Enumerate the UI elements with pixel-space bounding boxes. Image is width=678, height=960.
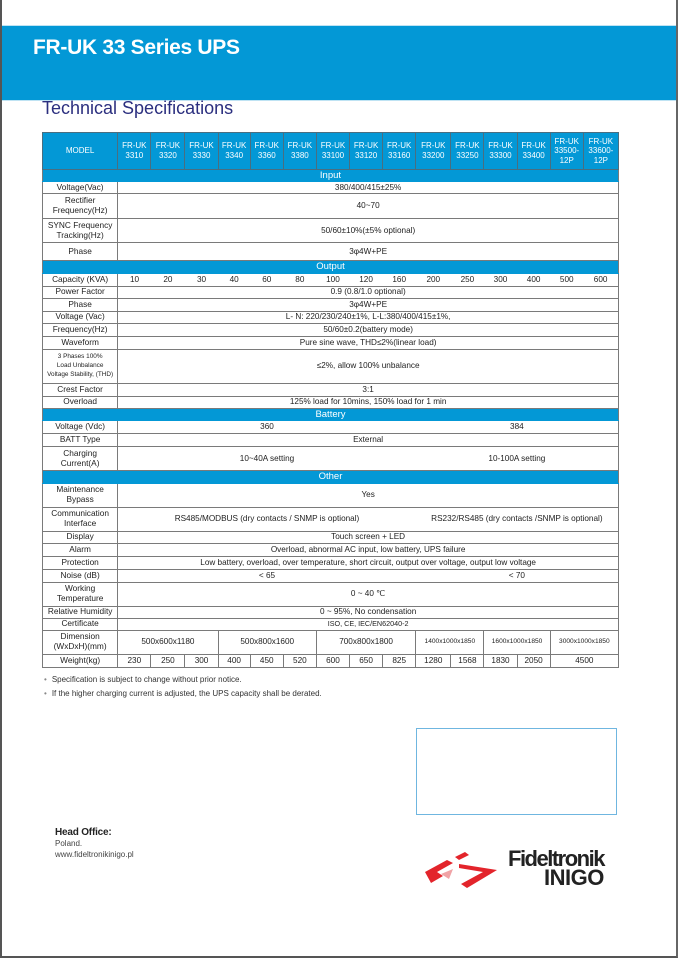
spec-row — [43, 323, 619, 336]
row-label: Noise (dB) — [43, 569, 118, 582]
weight-value: 520 — [283, 654, 316, 667]
row-value: 360 — [118, 421, 416, 434]
row-label: SYNC Frequency Tracking(Hz) — [43, 219, 118, 243]
capacity-value: 20 — [151, 273, 185, 286]
row-label: Display — [43, 531, 118, 543]
office-website[interactable]: www.fideltronikinigo.pl — [55, 850, 134, 859]
section-output: Output — [43, 261, 619, 273]
weight-value: 250 — [151, 654, 185, 667]
weight-value: 825 — [383, 654, 416, 667]
model-col: FR-UK 33160 — [383, 133, 416, 170]
row-label: Waveform — [43, 336, 118, 349]
model-col: FR-UK 33500- 12P — [550, 133, 583, 170]
dimension-value: 700x800x1800 — [316, 630, 415, 654]
capacity-value: 80 — [283, 273, 316, 286]
model-col: FR-UK 3340 — [218, 133, 250, 170]
row-label: Phase — [43, 243, 118, 261]
capacity-value: 250 — [451, 273, 484, 286]
model-col: FR-UK 3320 — [151, 133, 185, 170]
row-label: Working Temperature — [43, 582, 118, 606]
model-col: FR-UK 33300 — [484, 133, 517, 170]
row-label: Certificate — [43, 618, 118, 630]
dimension-value: 500x600x1180 — [118, 630, 218, 654]
dimension-value: 500x800x1600 — [218, 630, 316, 654]
office-heading: Head Office: — [55, 827, 112, 838]
row-value: 3:1 — [118, 383, 619, 396]
model-col: FR-UK 33120 — [350, 133, 383, 170]
logo-text-fideltronik: Fideltronik — [508, 846, 604, 871]
spec-row — [43, 582, 619, 606]
spec-row — [43, 194, 619, 219]
spec-row — [43, 531, 619, 543]
model-col: FR-UK 3330 — [185, 133, 218, 170]
spec-row — [43, 182, 619, 194]
spec-row — [43, 618, 619, 630]
model-col: FR-UK 33250 — [451, 133, 484, 170]
row-value: External — [118, 434, 619, 447]
capacity-value: 500 — [550, 273, 583, 286]
logo-text-inigo: INIGO — [544, 865, 604, 890]
row-label: Power Factor — [43, 286, 118, 298]
spec-row-weight — [43, 654, 619, 667]
capacity-value: 100 — [316, 273, 349, 286]
stamp-box — [416, 728, 617, 815]
row-label: Voltage (Vdc) — [43, 421, 118, 434]
office-country: Poland. — [55, 839, 83, 848]
weight-value: 4500 — [550, 654, 618, 667]
row-label: Voltage(Vac) — [43, 182, 118, 194]
capacity-value: 10 — [118, 273, 151, 286]
section-other: Other — [43, 471, 619, 483]
row-label: Alarm — [43, 543, 118, 556]
row-label: BATT Type — [43, 434, 118, 447]
capacity-value: 400 — [517, 273, 550, 286]
spec-row-capacity — [43, 273, 619, 286]
weight-value: 230 — [118, 654, 151, 667]
page-title: FR-UK 33 Series UPS — [33, 36, 240, 59]
row-value: L- N: 220/230/240±1%, L-L:380/400/415±1%, — [118, 311, 619, 323]
spec-row — [43, 569, 619, 582]
row-value: Low battery, overload, over temperature, short circuit, output over voltage, output low voltage — [118, 556, 619, 569]
row-value: 3φ4W+PE — [118, 243, 619, 261]
spec-table — [42, 132, 619, 668]
weight-value: 300 — [185, 654, 218, 667]
spec-row — [43, 298, 619, 311]
row-label: Maintenance Bypass — [43, 483, 118, 507]
model-col: FR-UK 3380 — [283, 133, 316, 170]
weight-value: 400 — [218, 654, 250, 667]
spec-row-dimension — [43, 630, 619, 654]
row-label: Voltage (Vac) — [43, 311, 118, 323]
weight-value: 1830 — [484, 654, 517, 667]
spec-row — [43, 507, 619, 531]
model-col: FR-UK 33200 — [416, 133, 451, 170]
row-label: Crest Factor — [43, 383, 118, 396]
spec-row — [43, 336, 619, 349]
row-value: 10-100A setting — [416, 447, 619, 471]
dimension-value: 1400x1000x1850 — [416, 630, 484, 654]
row-label: Relative Humidity — [43, 606, 118, 618]
capacity-value: 600 — [583, 273, 618, 286]
row-label: 3 Phases 100% Load Unbalance Voltage Stability, (THD) — [43, 349, 118, 383]
capacity-value: 200 — [416, 273, 451, 286]
row-value: < 70 — [416, 569, 619, 582]
row-value: 50/60±10%(±5% optional) — [118, 219, 619, 243]
row-value: < 65 — [118, 569, 416, 582]
spec-row — [43, 243, 619, 261]
spec-row — [43, 556, 619, 569]
capacity-value: 40 — [218, 273, 250, 286]
row-label: Capacity (KVA) — [43, 273, 118, 286]
row-value: 0.9 (0.8/1.0 optional) — [118, 286, 619, 298]
row-label: Rectifier Frequency(Hz) — [43, 194, 118, 219]
spec-row — [43, 311, 619, 323]
spec-row — [43, 421, 619, 434]
row-value: 10~40A setting — [118, 447, 416, 471]
dimension-value: 3000x1000x1850 — [550, 630, 618, 654]
row-label: Charging Current(A) — [43, 447, 118, 471]
model-header-row — [43, 133, 619, 170]
model-col: FR-UK 33400 — [517, 133, 550, 170]
spec-row — [43, 434, 619, 447]
weight-value: 600 — [316, 654, 349, 667]
head-office — [55, 827, 134, 860]
row-label: Weight(kg) — [43, 654, 118, 667]
model-col: FR-UK 33600- 12P — [583, 133, 618, 170]
row-value: 380/400/415±25% — [118, 182, 619, 194]
row-value: Pure sine wave, THD≤2%(linear load) — [118, 336, 619, 349]
row-value: 40~70 — [118, 194, 619, 219]
row-label: Communication Interface — [43, 507, 118, 531]
row-label: Dimension (WxDxH)(mm) — [43, 630, 118, 654]
row-value: 0 ~ 95%, No condensation — [118, 606, 619, 618]
model-col: FR-UK 33100 — [316, 133, 349, 170]
row-value: ISO, CE, IEC/EN62040-2 — [118, 618, 619, 630]
row-label: Overload — [43, 396, 118, 408]
row-value: Yes — [118, 483, 619, 507]
weight-value: 2050 — [517, 654, 550, 667]
footnote: • Specification is subject to change without prior notice. — [44, 675, 242, 684]
dimension-value: 1600x1000x1850 — [484, 630, 550, 654]
row-value: Touch screen + LED — [118, 531, 619, 543]
row-value: 50/60±0.2(battery mode) — [118, 323, 619, 336]
spec-row — [43, 483, 619, 507]
row-value: ≤2%, allow 100% unbalance — [118, 349, 619, 383]
row-value: Overload, abnormal AC input, low battery, UPS failure — [118, 543, 619, 556]
model-col: FR-UK 3310 — [118, 133, 151, 170]
capacity-value: 60 — [250, 273, 283, 286]
spec-row — [43, 543, 619, 556]
capacity-value: 300 — [484, 273, 517, 286]
section-battery: Battery — [43, 408, 619, 420]
spec-row — [43, 396, 619, 408]
row-value: RS485/MODBUS (dry contacts / SNMP is optional) — [118, 507, 416, 531]
model-col: FR-UK 3360 — [250, 133, 283, 170]
company-logo — [403, 846, 628, 894]
capacity-value: 120 — [350, 273, 383, 286]
footnote: • If the higher charging current is adjusted, the UPS capacity shall be derated. — [44, 688, 322, 698]
spec-row — [43, 606, 619, 618]
weight-value: 650 — [350, 654, 383, 667]
weight-value: 1568 — [451, 654, 484, 667]
model-header: MODEL — [43, 133, 118, 170]
spec-row — [43, 383, 619, 396]
logo-mark-icon — [403, 852, 503, 892]
row-value: 3φ4W+PE — [118, 298, 619, 311]
weight-value: 450 — [250, 654, 283, 667]
spec-row — [43, 286, 619, 298]
capacity-value: 30 — [185, 273, 218, 286]
section-title: Technical Specifications — [42, 98, 234, 118]
spec-row — [43, 447, 619, 471]
spec-row — [43, 219, 619, 243]
row-value: RS232/RS485 (dry contacts /SNMP is optional) — [416, 507, 619, 531]
capacity-value: 160 — [383, 273, 416, 286]
row-value: 384 — [416, 421, 619, 434]
row-value: 0 ~ 40 ℃ — [118, 582, 619, 606]
section-input: Input — [43, 170, 619, 182]
weight-value: 1280 — [416, 654, 451, 667]
footnotes — [44, 673, 322, 700]
row-label: Frequency(Hz) — [43, 323, 118, 336]
row-label: Protection — [43, 556, 118, 569]
row-value: 125% load for 10mins, 150% load for 1 min — [118, 396, 619, 408]
row-label: Phase — [43, 298, 118, 311]
spec-row — [43, 349, 619, 383]
